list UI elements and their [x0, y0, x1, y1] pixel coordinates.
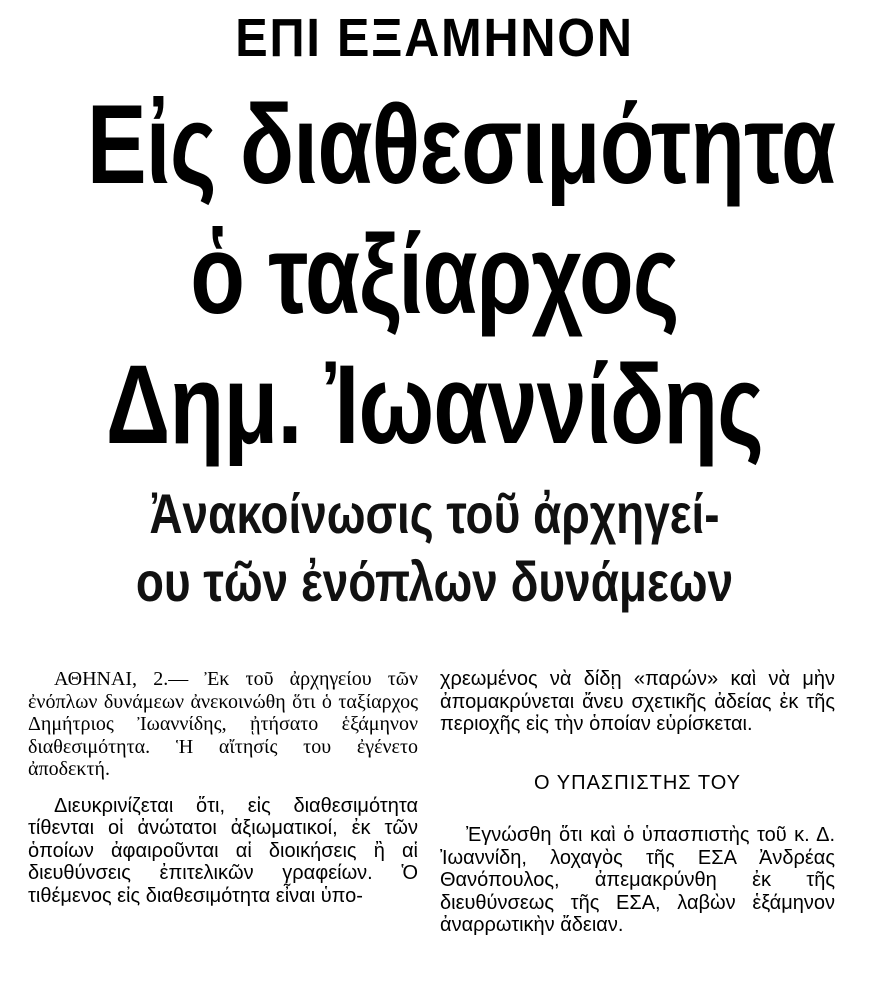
subheadline-line-2: ου τῶν ἐνόπλων δυνάμεων: [135, 550, 734, 613]
right-column: [440, 668, 835, 937]
kicker: ΕΠΙ ΕΞΑΜΗΝΟΝ: [235, 8, 634, 68]
subheadline-line-1: Ἀνακοίνωσις τοῦ ἀρχηγεί-: [149, 482, 720, 545]
left-column: [28, 668, 418, 907]
clarification-paragraph: Διευκρινίζεται ὅτι, εἰς διαθεσιμότητα τίθενται οἱ ἀνώτατοι ἀξιωματικοί, ἐκ τῶν ὁποίων ἀφαιροῦνται αἱ διοικήσεις ἢ αἱ διευθύνσεις ἐπιτελικῶν γραφείων. Ὁ τιθέμενος εἰς διαθεσιμότητα εἶναι ὑπο-: [28, 794, 418, 907]
adjutant-paragraph: Ἐγνώσθη ὅτι καὶ ὁ ὑπασπιστὴς τοῦ κ. Δ. Ἰωαννίδη, λοχαγὸς τῆς ΕΣΑ Ἀνδρέας Θανόπουλος, ἀπεμακρύνθη ἐκ τῆς διευθύνσεως τῆς ΕΣΑ, λαβὼν ἑξάμηνον ἀναρρωτικὴν ἄδειαν.: [440, 824, 835, 936]
dateline-paragraph: ΑΘΗΝΑΙ, 2.— Ἐκ τοῦ ἀρχηγείου τῶν ἐνόπλων δυνάμεων ἀνεκοινώθη ὅτι ὁ ταξίαρχος Δημήτριος Ἰωαννίδης, ᾐτήσατο ἑξάμηνον διαθεσιμότητα. Ἡ αἴτησίς του ἐγένετο ἀποδεκτή.: [28, 668, 418, 780]
headline: [0, 80, 869, 470]
section-title: Ο ΥΠΑΣΠΙΣΤΗΣ ΤΟΥ: [534, 771, 741, 794]
headline-line-3: Δημ. Ἰωαννίδης: [105, 342, 764, 467]
headline-line-2: ὁ ταξίαρχος: [190, 212, 679, 337]
subheadline: [0, 480, 869, 616]
headline-line-1: Εἰς διαθεσιμότητα: [86, 82, 836, 207]
continuation-paragraph: χρεωμένος νὰ δίδῃ «παρών» καὶ νὰ μὴν ἀπομακρύνεται ἄνευ σχετικῆς ἀδείας ἐκ τῆς περιοχῆς εἰς τὴν ὁποίαν εὑρίσκεται.: [440, 668, 835, 735]
